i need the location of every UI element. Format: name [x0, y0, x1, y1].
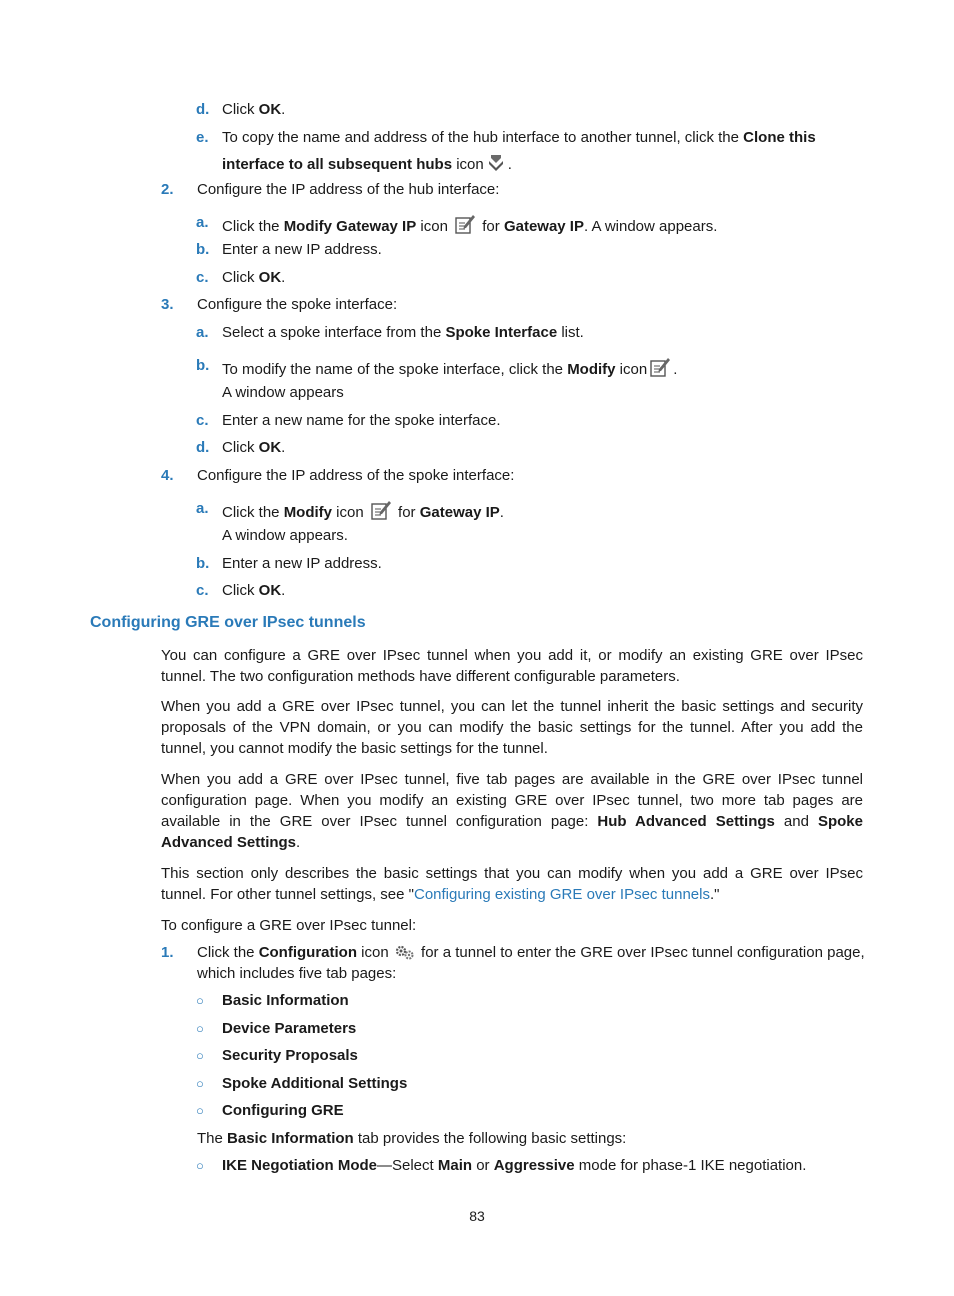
- substep-label: a.: [196, 324, 209, 341]
- tab-list-item: Security Proposals: [222, 1047, 358, 1064]
- substep-text: Enter a new IP address.: [222, 241, 382, 258]
- substep-label: c.: [196, 412, 209, 429]
- paragraph: This section only describes the basic settings that you can modify when you add a GRE over IPsec tunnel. For other tunnel settings, see "Configuring existing GRE over IPsec tunnels.": [161, 865, 863, 903]
- gears-icon: [395, 945, 415, 967]
- paragraph: When you add a GRE over IPsec tunnel, you can let the tunnel inherit the basic settings and security proposals of the VPN domain, or you can modify the basic settings for the tunnel. After you add the tunnel, you cannot modify the basic settings for the tunnel.: [161, 698, 863, 757]
- substep-text: Click the Modify icon for Gateway IP.: [222, 499, 504, 527]
- substep-text: Click OK.: [222, 439, 286, 456]
- section-heading: Configuring GRE over IPsec tunnels: [90, 614, 366, 631]
- substep-text: Click OK.: [222, 269, 286, 286]
- substep-label: b.: [196, 241, 210, 258]
- substep-label: d.: [196, 439, 210, 456]
- bullet-icon: ○: [196, 1158, 204, 1173]
- step-text-cont: which includes five tab pages:: [197, 965, 397, 982]
- basic-info-intro: The Basic Information tab provides the following basic settings:: [197, 1130, 627, 1147]
- substep-text: Click OK.: [222, 582, 286, 599]
- substep-label: a.: [196, 500, 209, 517]
- substep-label: b.: [196, 357, 210, 374]
- bullet-icon: ○: [196, 1103, 204, 1118]
- step-text: To copy the name and address of the hub interface to another tunnel, click the Clone this: [222, 129, 816, 146]
- tab-list-item: Configuring GRE: [222, 1102, 344, 1119]
- substep-label: b.: [196, 555, 210, 572]
- step-text: Click the Configuration icon for a tunnel to enter the GRE over IPsec tunnel configuration page,: [197, 943, 865, 967]
- paragraph: To configure a GRE over IPsec tunnel:: [161, 917, 417, 934]
- substep-text-cont: A window appears: [222, 384, 344, 401]
- tab-list-item: Spoke Additional Settings: [222, 1075, 408, 1092]
- step-text: Configure the IP address of the spoke interface:: [197, 467, 515, 484]
- step-number: 4.: [161, 467, 174, 484]
- step-label: d.: [196, 101, 210, 118]
- cross-reference-link[interactable]: Configuring existing GRE over IPsec tunnels: [413, 886, 710, 903]
- tab-list-item: Device Parameters: [222, 1020, 357, 1037]
- step-text: Click OK.: [222, 101, 286, 118]
- step-text-cont: interface to all subsequent hubs icon .: [222, 153, 512, 179]
- substep-text: Select a spoke interface from the Spoke Interface list.: [222, 324, 584, 341]
- bullet-icon: ○: [196, 1076, 204, 1091]
- step-text: Configure the IP address of the hub interface:: [197, 181, 500, 198]
- step-text: Configure the spoke interface:: [197, 296, 398, 313]
- bullet-icon: ○: [196, 1048, 204, 1063]
- edit-icon: [454, 213, 476, 241]
- substep-label: a.: [196, 214, 209, 231]
- edit-icon: [370, 499, 392, 527]
- substep-text: To modify the name of the spoke interface, click the Modify icon .: [222, 356, 677, 384]
- bullet-icon: ○: [196, 993, 204, 1008]
- substep-label: c.: [196, 269, 209, 286]
- step-number: 2.: [161, 181, 174, 198]
- paragraph: When you add a GRE over IPsec tunnel, five tab pages are available in the GRE over IPsec tunnel configuration page. When you modify an existing GRE over IPsec tunnel, two more tab pages are available in the GRE over IPsec tunnel configuration page: Hub Advanced Settings and Spoke Advanced Settings.: [161, 771, 863, 851]
- step-number: 1.: [161, 944, 174, 961]
- clone-down-arrow-icon: [486, 153, 506, 179]
- ike-mode-item: IKE Negotiation Mode—Select Main or Aggressive mode for phase-1 IKE negotiation.: [222, 1157, 807, 1174]
- substep-label: c.: [196, 582, 209, 599]
- paragraph: You can configure a GRE over IPsec tunnel when you add it, or modify an existing GRE over IPsec tunnel. The two configuration methods have different configurable parameters.: [161, 647, 863, 685]
- substep-text: Click the Modify Gateway IP icon for Gateway IP. A window appears.: [222, 213, 717, 241]
- bullet-icon: ○: [196, 1021, 204, 1036]
- step-label: e.: [196, 129, 209, 146]
- step-number: 3.: [161, 296, 174, 313]
- substep-text: Enter a new name for the spoke interface.: [222, 412, 501, 429]
- page-number: 83: [469, 1208, 485, 1224]
- substep-text: Enter a new IP address.: [222, 555, 382, 572]
- tab-list-item: Basic Information: [222, 992, 349, 1009]
- substep-text-cont: A window appears.: [222, 527, 348, 544]
- edit-icon: [649, 356, 671, 384]
